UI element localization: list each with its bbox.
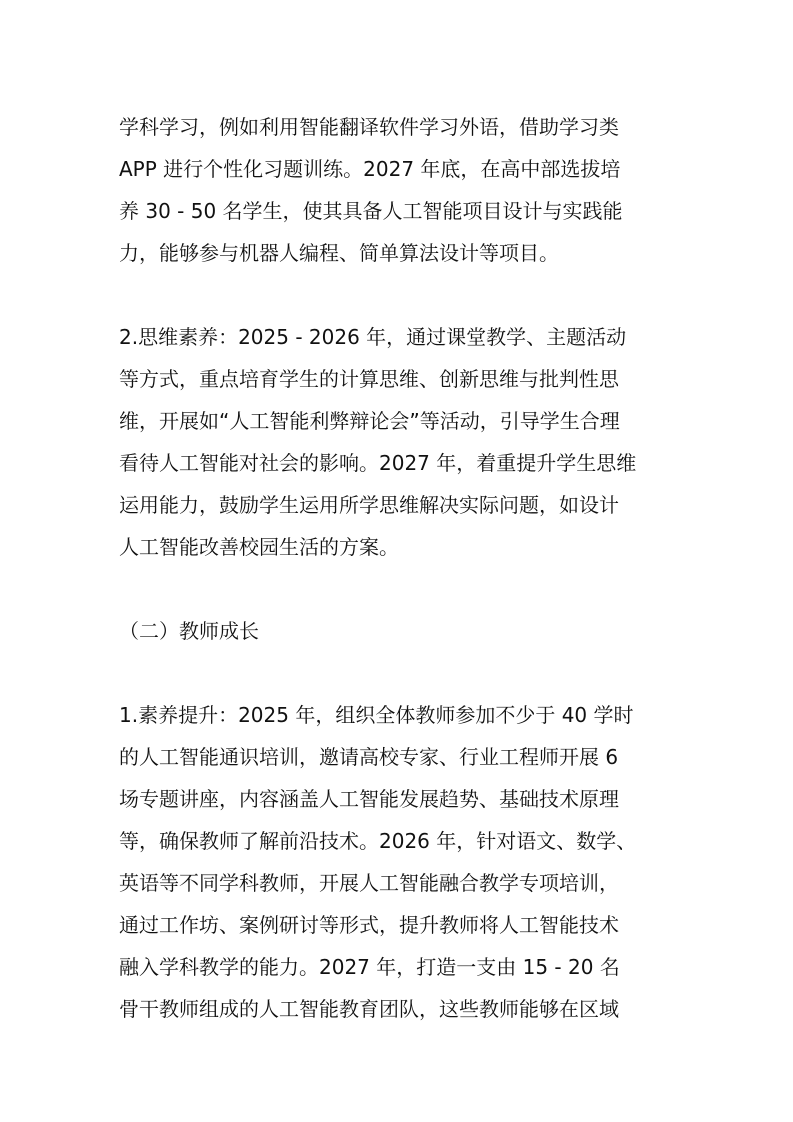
text-line: 1.素养提升：2025 年，组织全体教师参加不少于 40 学时 (119, 703, 634, 727)
text-line: 运用能力，鼓励学生运用所学思维解决实际问题，如设计 (119, 493, 619, 517)
text-line: 学科学习，例如利用智能翻译软件学习外语，借助学习类 (119, 115, 619, 139)
paragraph-student-ai-skills-continued (119, 106, 679, 274)
text-line: 融入学科教学的能力。2027 年，打造一支由 15 - 20 名 (119, 955, 620, 979)
text-line: 场专题讲座，内容涵盖人工智能发展趋势、基础技术原理 (119, 787, 619, 811)
paragraph-thinking-literacy (119, 316, 679, 568)
paragraph-literacy-improvement (119, 694, 679, 1030)
text-line: 人工智能改善校园生活的方案。 (119, 535, 399, 559)
text-line: 维，开展如“人工智能利弊辩论会”等活动，引导学生合理 (119, 409, 620, 433)
section-heading: （二）教师成长 (119, 619, 259, 643)
text-line: 等，确保教师了解前沿技术。2026 年，针对语文、数学、 (119, 829, 637, 853)
text-line: 等方式，重点培育学生的计算思维、创新思维与批判性思 (119, 367, 619, 391)
paragraph-gap (119, 274, 679, 316)
text-line: 养 30 - 50 名学生，使其具备人工智能项目设计与实践能 (119, 199, 623, 223)
document-body (119, 106, 679, 1030)
text-line: 骨干教师组成的人工智能教育团队，这些教师能够在区域 (119, 997, 619, 1021)
text-line: 通过工作坊、案例研讨等形式，提升教师将人工智能技术 (119, 913, 619, 937)
text-line: 的人工智能通识培训，邀请高校专家、行业工程师开展 6 (119, 745, 619, 769)
text-line: 英语等不同学科教师，开展人工智能融合教学专项培训， (119, 871, 619, 895)
text-line: 力，能够参与机器人编程、简单算法设计等项目。 (119, 241, 559, 265)
section-heading-teacher-growth (119, 610, 679, 652)
text-line: 看待人工智能对社会的影响。2027 年，着重提升学生思维 (119, 451, 637, 475)
text-line: 2.思维素养：2025 - 2026 年，通过课堂教学、主题活动 (119, 325, 627, 349)
text-line: APP 进行个性化习题训练。2027 年底，在高中部选拔培 (119, 157, 621, 181)
paragraph-gap (119, 652, 679, 694)
paragraph-gap (119, 568, 679, 610)
